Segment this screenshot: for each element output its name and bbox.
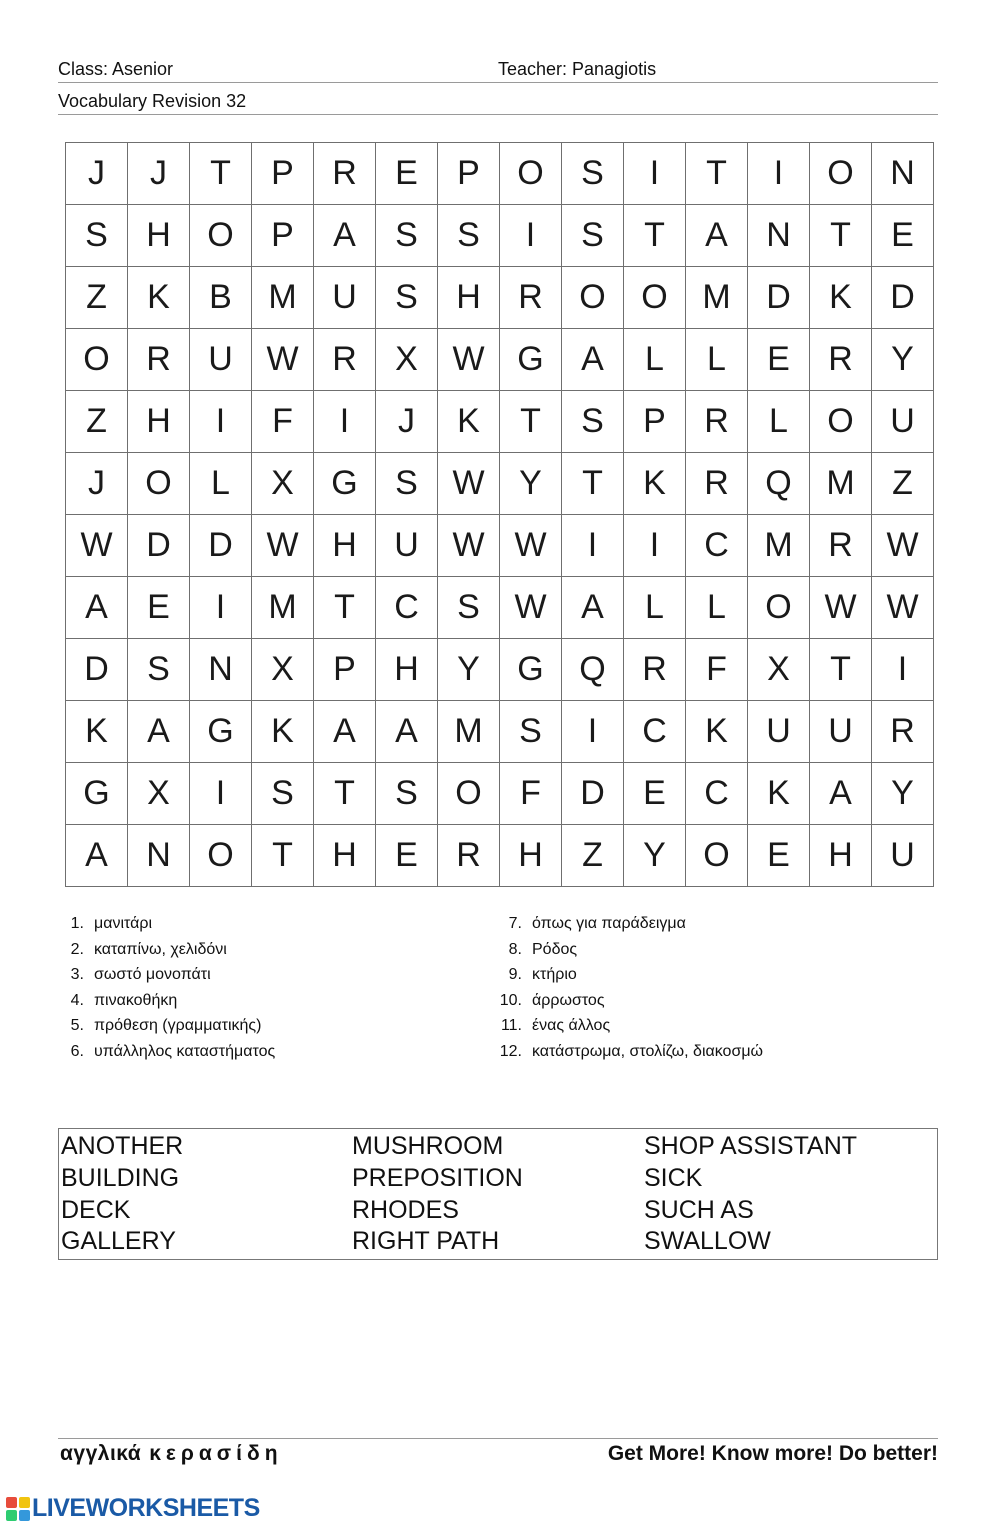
footer-slogan: Get More! Know more! Do better! [607, 1442, 938, 1465]
grid-cell[interactable]: L [624, 329, 686, 391]
grid-cell[interactable]: I [748, 143, 810, 205]
grid-cell[interactable]: U [376, 515, 438, 577]
worksheet-title: Vocabulary Revision 32 [58, 91, 247, 111]
word-bank-word: RHODES [352, 1195, 459, 1224]
grid-cell[interactable]: K [686, 701, 748, 763]
clue-item [58, 990, 275, 1016]
grid-cell[interactable]: E [748, 329, 810, 391]
teacher-label: Teacher: Panagiotis [498, 59, 657, 79]
grid-cell[interactable]: H [438, 267, 500, 329]
clue-item [496, 964, 763, 990]
clue-number: 7. [508, 915, 522, 932]
grid-cell[interactable]: I [190, 763, 252, 825]
grid-cell[interactable]: W [438, 329, 500, 391]
grid-cell[interactable]: E [872, 205, 934, 267]
grid-cell[interactable]: C [376, 577, 438, 639]
grid-cell[interactable]: Z [562, 825, 624, 887]
grid-cell[interactable]: S [438, 577, 500, 639]
grid-cell[interactable]: T [190, 143, 252, 205]
grid-cell[interactable]: R [624, 639, 686, 701]
grid-cell[interactable]: S [376, 763, 438, 825]
clue-item [496, 1015, 763, 1041]
grid-cell[interactable]: A [810, 763, 872, 825]
grid-cell[interactable]: W [252, 515, 314, 577]
word-bank-word: SHOP ASSISTANT [644, 1132, 858, 1160]
grid-cell[interactable]: G [500, 329, 562, 391]
grid-cell[interactable]: O [748, 577, 810, 639]
grid-cell[interactable]: M [252, 577, 314, 639]
grid-cell[interactable]: U [190, 329, 252, 391]
grid-cell[interactable]: Y [872, 329, 934, 391]
clue-text: άρρωστος [532, 991, 605, 1009]
grid-cell[interactable]: O [66, 329, 128, 391]
grid-cell[interactable]: R [128, 329, 190, 391]
grid-cell[interactable]: I [562, 701, 624, 763]
grid-cell[interactable]: R [686, 453, 748, 515]
grid-cell[interactable]: W [66, 515, 128, 577]
grid-cell[interactable]: T [314, 577, 376, 639]
clue-text: ένας άλλος [532, 1017, 611, 1035]
grid-cell[interactable]: I [624, 515, 686, 577]
grid-cell[interactable]: U [872, 391, 934, 453]
grid-cell[interactable]: I [562, 515, 624, 577]
word-bank-word: ANOTHER [61, 1132, 184, 1160]
grid-cell[interactable]: W [500, 515, 562, 577]
grid-cell[interactable]: K [810, 267, 872, 329]
footer-subject: αγγλικά [60, 1442, 142, 1465]
grid-cell[interactable]: A [562, 577, 624, 639]
grid-row [66, 329, 934, 391]
grid-cell[interactable]: S [128, 639, 190, 701]
grid-cell[interactable]: O [190, 825, 252, 887]
grid-row [66, 763, 934, 825]
clue-number: 5. [70, 1017, 84, 1035]
clue-number: 1. [70, 915, 84, 932]
grid-row [66, 453, 934, 515]
grid-cell[interactable]: S [376, 453, 438, 515]
grid-cell[interactable]: A [562, 329, 624, 391]
grid-cell[interactable]: H [500, 825, 562, 887]
word-bank-word: PREPOSITION [352, 1163, 523, 1192]
grid-cell[interactable]: W [500, 577, 562, 639]
grid-cell[interactable]: N [128, 825, 190, 887]
clue-number: 4. [70, 991, 84, 1009]
clue-item [496, 990, 763, 1016]
grid-cell[interactable]: S [562, 391, 624, 453]
grid-cell[interactable]: M [438, 701, 500, 763]
grid-cell[interactable]: K [748, 763, 810, 825]
grid-cell[interactable]: T [500, 391, 562, 453]
grid-cell[interactable]: O [128, 453, 190, 515]
grid-cell[interactable]: H [314, 515, 376, 577]
grid-cell[interactable]: S [376, 205, 438, 267]
grid-cell[interactable]: J [66, 143, 128, 205]
grid-cell[interactable]: R [500, 267, 562, 329]
grid-cell[interactable]: X [748, 639, 810, 701]
grid-cell[interactable]: E [624, 763, 686, 825]
clue-number: 9. [508, 966, 522, 984]
clue-number: 11. [500, 1017, 522, 1035]
grid-cell[interactable]: Q [748, 453, 810, 515]
clue-number: 10. [499, 991, 522, 1009]
grid-cell[interactable]: U [748, 701, 810, 763]
grid-cell[interactable]: I [190, 391, 252, 453]
grid-cell[interactable]: A [314, 701, 376, 763]
grid-cell[interactable]: J [376, 391, 438, 453]
grid-cell[interactable]: O [686, 825, 748, 887]
grid-cell[interactable]: T [810, 639, 872, 701]
grid-cell[interactable]: K [252, 701, 314, 763]
clue-text: μανιτάρι [94, 915, 153, 932]
grid-cell[interactable]: A [66, 577, 128, 639]
grid-cell[interactable]: J [66, 453, 128, 515]
grid-cell[interactable]: P [438, 143, 500, 205]
grid-cell[interactable]: M [810, 453, 872, 515]
grid-cell[interactable]: O [190, 205, 252, 267]
grid-cell[interactable]: K [624, 453, 686, 515]
grid-cell[interactable]: D [748, 267, 810, 329]
grid-cell[interactable]: C [624, 701, 686, 763]
grid-cell[interactable]: L [624, 577, 686, 639]
grid-cell[interactable]: A [686, 205, 748, 267]
clue-item [58, 1015, 275, 1041]
word-bank-word: SICK [644, 1163, 703, 1192]
footer-author [60, 1442, 283, 1466]
grid-cell[interactable]: T [624, 205, 686, 267]
grid-cell[interactable]: Y [624, 825, 686, 887]
subtitle-row [58, 90, 938, 115]
clue-number: 2. [70, 940, 84, 958]
grid-cell[interactable]: L [686, 577, 748, 639]
word-bank-word: MUSHROOM [352, 1132, 504, 1160]
grid-cell[interactable]: H [128, 391, 190, 453]
grid-cell[interactable]: T [810, 205, 872, 267]
grid-cell[interactable]: E [128, 577, 190, 639]
grid-cell[interactable]: Z [66, 391, 128, 453]
grid-cell[interactable]: W [872, 515, 934, 577]
grid-row [66, 825, 934, 887]
grid-row [66, 639, 934, 701]
grid-cell[interactable]: T [562, 453, 624, 515]
grid-cell[interactable]: M [686, 267, 748, 329]
clue-text: κατάστρωμα, στολίζω, διακοσμώ [532, 1042, 764, 1060]
grid-cell[interactable]: U [872, 825, 934, 887]
grid-cell[interactable]: G [66, 763, 128, 825]
clue-item [58, 939, 275, 965]
grid-cell[interactable]: G [314, 453, 376, 515]
clue-text: πινακοθήκη [94, 991, 178, 1009]
grid-cell[interactable]: X [128, 763, 190, 825]
word-bank-word: GALLERY [61, 1227, 176, 1256]
word-bank-column [352, 1131, 523, 1258]
grid-cell[interactable]: W [438, 515, 500, 577]
grid-cell[interactable]: A [314, 205, 376, 267]
grid-row [66, 205, 934, 267]
grid-cell[interactable]: T [252, 825, 314, 887]
grid-cell[interactable]: P [252, 205, 314, 267]
liveworksheets-brand[interactable] [6, 1494, 260, 1523]
clue-item [58, 964, 275, 990]
clue-text: Ρόδος [532, 940, 578, 958]
grid-cell[interactable]: G [190, 701, 252, 763]
grid-cell[interactable]: D [66, 639, 128, 701]
grid-cell[interactable]: I [624, 143, 686, 205]
grid-cell[interactable]: G [500, 639, 562, 701]
clue-item [58, 913, 275, 939]
grid-cell[interactable]: D [562, 763, 624, 825]
grid-cell[interactable]: X [252, 639, 314, 701]
word-search-grid [65, 142, 934, 887]
grid-cell[interactable]: W [810, 577, 872, 639]
clue-text: όπως για παράδειγμα [532, 915, 686, 932]
grid-cell[interactable]: K [128, 267, 190, 329]
word-bank-word: DECK [61, 1195, 131, 1224]
clue-text: υπάλληλος καταστήματος [94, 1042, 276, 1060]
clue-item [496, 939, 763, 965]
grid-cell[interactable]: B [190, 267, 252, 329]
word-bank-column [61, 1131, 183, 1258]
grid-cell[interactable]: R [686, 391, 748, 453]
grid-cell[interactable]: O [810, 391, 872, 453]
grid-cell[interactable]: Z [66, 267, 128, 329]
grid-cell[interactable]: R [314, 329, 376, 391]
liveworksheets-logo-icon [6, 1497, 30, 1521]
clue-number: 3. [70, 966, 84, 984]
clue-list-right [496, 913, 763, 1067]
grid-cell[interactable]: A [66, 825, 128, 887]
grid-cell[interactable]: R [872, 701, 934, 763]
grid-cell[interactable]: W [438, 453, 500, 515]
grid-row [66, 701, 934, 763]
grid-cell[interactable]: X [252, 453, 314, 515]
grid-cell[interactable]: D [128, 515, 190, 577]
grid-cell[interactable]: F [686, 639, 748, 701]
grid-cell[interactable]: P [624, 391, 686, 453]
grid-cell[interactable]: O [438, 763, 500, 825]
word-bank [58, 1128, 938, 1260]
clue-number: 8. [508, 940, 522, 958]
clue-number: 6. [70, 1042, 84, 1060]
grid-cell[interactable]: U [810, 701, 872, 763]
clue-list-left [58, 913, 275, 1067]
grid-cell[interactable]: C [686, 763, 748, 825]
grid-cell[interactable]: O [500, 143, 562, 205]
grid-cell[interactable]: F [500, 763, 562, 825]
grid-cell[interactable]: P [252, 143, 314, 205]
grid-cell[interactable]: P [314, 639, 376, 701]
grid-cell[interactable]: U [314, 267, 376, 329]
grid-cell[interactable]: K [66, 701, 128, 763]
clue-text: κτήριο [532, 966, 577, 984]
grid-cell[interactable]: S [376, 267, 438, 329]
word-bank-word: RIGHT PATH [352, 1227, 500, 1256]
grid-cell[interactable]: S [562, 205, 624, 267]
brand-name: LIVEWORKSHEETS [32, 1494, 260, 1522]
word-bank-column [644, 1131, 857, 1258]
grid-cell[interactable]: I [872, 639, 934, 701]
grid-cell[interactable]: Y [438, 639, 500, 701]
grid-cell[interactable]: A [128, 701, 190, 763]
grid-cell[interactable]: D [872, 267, 934, 329]
grid-cell[interactable]: Q [562, 639, 624, 701]
grid-cell[interactable]: H [810, 825, 872, 887]
grid-cell[interactable]: O [624, 267, 686, 329]
grid-cell[interactable]: N [872, 143, 934, 205]
grid-row [66, 577, 934, 639]
clue-item [496, 913, 763, 939]
footer-name: κερασίδη [149, 1442, 283, 1465]
grid-cell[interactable]: F [252, 391, 314, 453]
grid-cell[interactable]: T [686, 143, 748, 205]
grid-cell[interactable]: M [252, 267, 314, 329]
grid-cell[interactable]: H [314, 825, 376, 887]
grid-cell[interactable]: T [314, 763, 376, 825]
grid-cell[interactable]: R [810, 515, 872, 577]
grid-cell[interactable]: W [252, 329, 314, 391]
grid-cell[interactable]: R [438, 825, 500, 887]
grid-row [66, 143, 934, 205]
grid-row [66, 267, 934, 329]
grid-cell[interactable]: L [748, 391, 810, 453]
grid-cell[interactable]: R [810, 329, 872, 391]
grid-cell[interactable]: S [438, 205, 500, 267]
grid-cell[interactable]: N [748, 205, 810, 267]
grid-cell[interactable]: M [748, 515, 810, 577]
grid-cell[interactable]: Y [500, 453, 562, 515]
grid-cell[interactable]: N [190, 639, 252, 701]
grid-cell[interactable]: L [190, 453, 252, 515]
grid-cell[interactable]: A [376, 701, 438, 763]
class-label: Class: Asenior [58, 59, 174, 79]
grid-cell[interactable]: S [500, 701, 562, 763]
grid-cell[interactable]: E [376, 143, 438, 205]
grid-cell[interactable]: S [562, 143, 624, 205]
grid-cell[interactable]: L [686, 329, 748, 391]
grid-cell[interactable]: I [190, 577, 252, 639]
clue-item [58, 1041, 275, 1067]
clue-text: καταπίνω, χελιδόνι [94, 940, 227, 958]
grid-cell[interactable]: Z [872, 453, 934, 515]
grid-cell[interactable]: Y [872, 763, 934, 825]
grid-cell[interactable]: S [66, 205, 128, 267]
clue-text: σωστό μονοπάτι [94, 966, 211, 984]
grid-cell[interactable]: I [500, 205, 562, 267]
grid-row [66, 391, 934, 453]
word-bank-word: SWALLOW [644, 1227, 771, 1256]
footer-divider [58, 1438, 938, 1439]
grid-cell[interactable]: J [128, 143, 190, 205]
grid-cell[interactable]: H [128, 205, 190, 267]
grid-cell[interactable]: E [376, 825, 438, 887]
clue-text: πρόθεση (γραμματικής) [94, 1017, 262, 1035]
grid-cell[interactable]: K [438, 391, 500, 453]
header-row [58, 58, 938, 83]
grid-cell[interactable]: S [252, 763, 314, 825]
grid-cell[interactable]: H [376, 639, 438, 701]
grid-cell[interactable]: D [190, 515, 252, 577]
grid-cell[interactable]: X [376, 329, 438, 391]
grid-cell[interactable]: O [810, 143, 872, 205]
clue-item [496, 1041, 763, 1067]
grid-cell[interactable]: W [872, 577, 934, 639]
grid-cell[interactable]: R [314, 143, 376, 205]
grid-cell[interactable]: I [314, 391, 376, 453]
clue-number: 12. [499, 1042, 522, 1060]
word-bank-word: SUCH AS [644, 1195, 754, 1224]
word-bank-word: BUILDING [61, 1163, 180, 1192]
grid-row [66, 515, 934, 577]
grid-cell[interactable]: C [686, 515, 748, 577]
grid-cell[interactable]: O [562, 267, 624, 329]
grid-cell[interactable]: E [748, 825, 810, 887]
